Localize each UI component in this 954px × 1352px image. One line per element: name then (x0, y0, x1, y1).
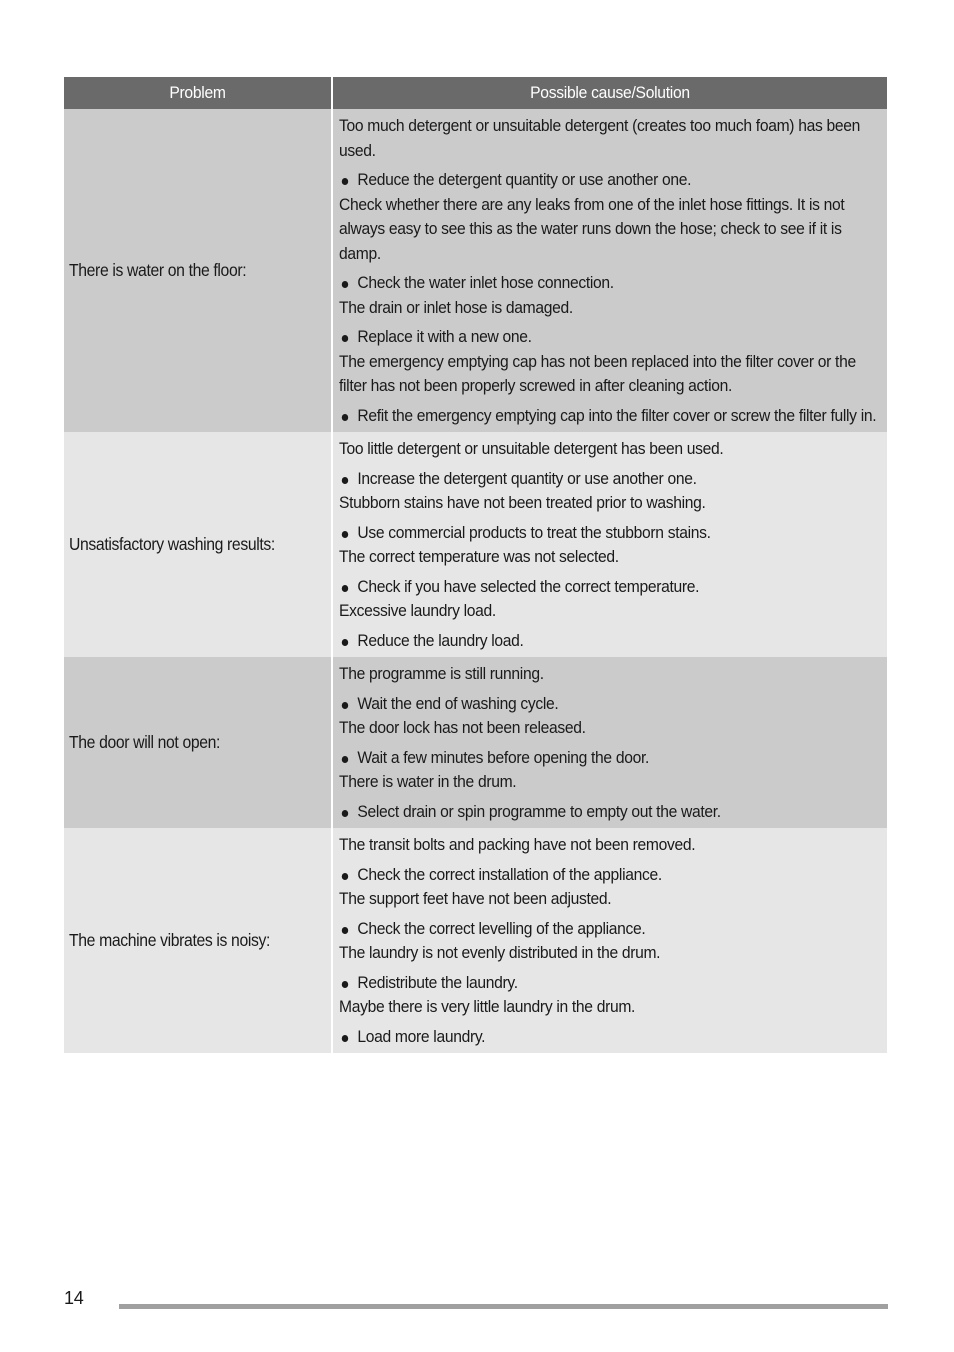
problem-text: The machine vibrates is noisy: (69, 930, 271, 950)
problem-cell (64, 432, 331, 657)
problem-cell (64, 109, 331, 432)
cause-text: The emergency emptying cap has not been replaced into the filter cover or the filter has not been properly screwed in after cleaning action. (339, 351, 856, 395)
cause-text: Excessive laundry load. (339, 601, 496, 620)
cause-text: The programme is still running. (339, 664, 544, 683)
cause-text: The laundry is not evenly distributed in the drum. (339, 943, 661, 962)
remedy-bullet: Redistribute the laundry. (339, 971, 877, 996)
remedy-bullet: Load more laundry. (339, 1025, 877, 1050)
problem-text: The door will not open: (69, 732, 221, 752)
remedy-bullet: Increase the detergent quantity or use another one. (339, 467, 877, 492)
remedy-bullet: Wait the end of washing cycle. (339, 692, 877, 717)
header-problem-cell (64, 77, 331, 109)
problem-text: There is water on the floor: (69, 260, 247, 280)
problem-cell (64, 657, 331, 828)
cause-text: Check whether there are any leaks from one of the inlet hose fittings. It is not always easy to see this as the water runs down the hose; check to see if it is damp. (339, 194, 845, 263)
solution-cell (333, 432, 887, 657)
remedy-bullet: Replace it with a new one. (339, 325, 877, 350)
cause-text: The transit bolts and packing have not been removed. (339, 835, 696, 854)
footer-rule (119, 1304, 888, 1309)
remedy-bullet: Wait a few minutes before opening the door. (339, 746, 877, 771)
remedy-bullet: Use commercial products to treat the stubborn stains. (339, 521, 877, 546)
remedy-bullet: Select drain or spin programme to empty out the water. (339, 800, 877, 825)
remedy-bullet: Reduce the detergent quantity or use another one. (339, 168, 877, 193)
solution-cell (333, 828, 887, 1053)
cause-text: There is water in the drum. (339, 772, 517, 791)
problem-text: Unsatisfactory washing results: (69, 534, 275, 554)
remedy-bullet: Reduce the laundry load. (339, 629, 877, 654)
problem-cell (64, 828, 331, 1053)
troubleshooting-table (64, 77, 887, 1053)
header-solution-cell (333, 77, 887, 109)
cause-text: Stubborn stains have not been treated prior to washing. (339, 493, 706, 512)
cause-text: Too little detergent or unsuitable detergent has been used. (339, 439, 724, 458)
header-problem: Problem (75, 77, 321, 109)
remedy-bullet: Check the correct installation of the appliance. (339, 863, 877, 888)
cause-text: The support feet have not been adjusted. (339, 889, 612, 908)
cause-text: The door lock has not been released. (339, 718, 586, 737)
page-number: 14 (64, 1288, 84, 1308)
cause-text: Maybe there is very little laundry in the drum. (339, 997, 636, 1016)
cause-text: The correct temperature was not selected. (339, 547, 619, 566)
cause-text: The drain or inlet hose is damaged. (339, 297, 573, 317)
remedy-bullet: Check if you have selected the correct temperature. (339, 575, 877, 600)
remedy-bullet: Check the correct levelling of the appliance. (339, 917, 877, 942)
cause-text: Too much detergent or unsuitable detergent (creates too much foam) has been used. (339, 116, 860, 160)
solution-cell (333, 109, 887, 432)
header-solution: Possible cause/Solution (355, 77, 865, 109)
solution-cell (333, 657, 887, 828)
remedy-bullet: Refit the emergency emptying cap into the filter cover or screw the filter fully in. (339, 404, 877, 429)
remedy-bullet: Check the water inlet hose connection. (339, 271, 877, 296)
